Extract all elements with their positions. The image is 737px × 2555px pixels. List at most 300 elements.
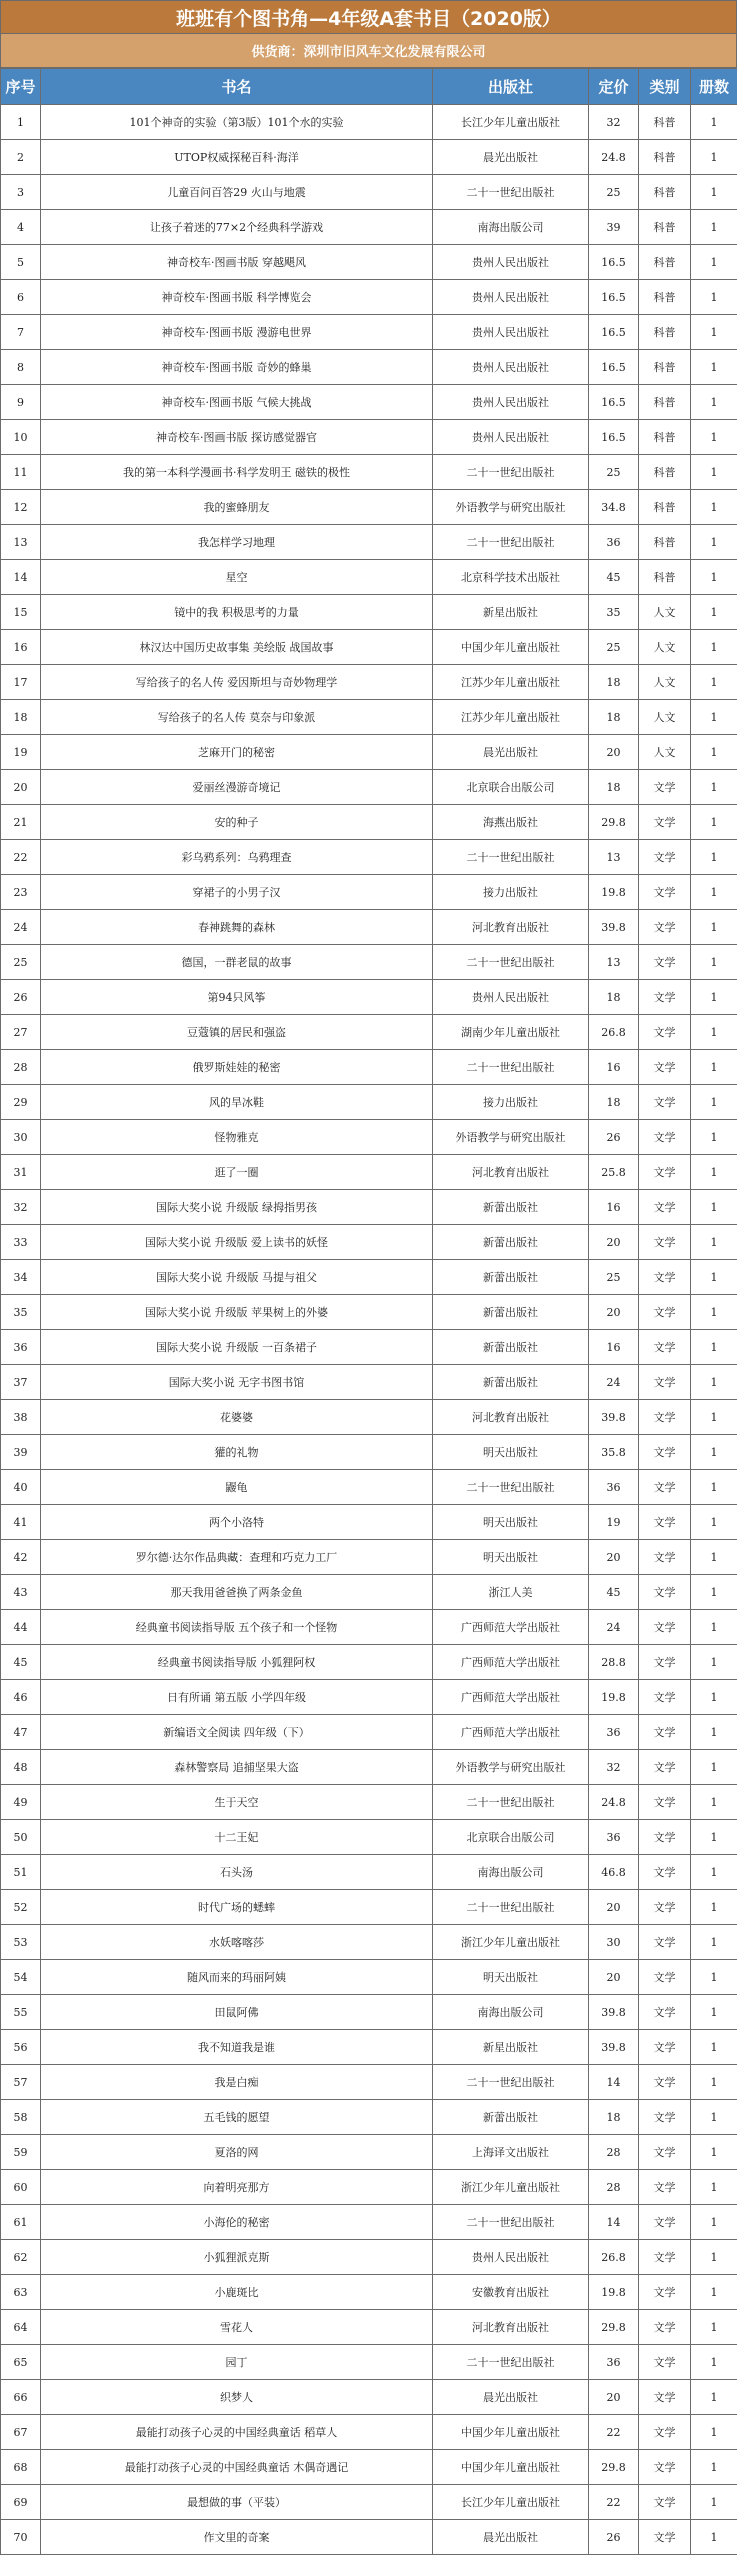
cell-price: 25.8	[589, 1155, 639, 1190]
cell-category: 科普	[639, 490, 691, 525]
cell-title: 豆蔻镇的居民和强盗	[41, 1015, 433, 1050]
cell-title: 我的第一本科学漫画书·科学发明王 磁铁的极性	[41, 455, 433, 490]
table-row	[1, 1540, 737, 1575]
cell-index: 64	[1, 2310, 41, 2345]
cell-price: 20	[589, 1225, 639, 1260]
cell-index: 2	[1, 140, 41, 175]
cell-quantity: 1	[691, 1925, 737, 1960]
cell-quantity: 1	[691, 1540, 737, 1575]
cell-category: 文学	[639, 1260, 691, 1295]
cell-publisher: 新星出版社	[433, 2030, 589, 2065]
cell-publisher: 安徽教育出版社	[433, 2275, 589, 2310]
cell-category: 文学	[639, 1505, 691, 1540]
table-row	[1, 2520, 737, 2555]
table-row	[1, 350, 737, 385]
table-row	[1, 2065, 737, 2100]
cell-quantity: 1	[691, 1400, 737, 1435]
cell-price: 18	[589, 770, 639, 805]
cell-publisher: 北京科学技术出版社	[433, 560, 589, 595]
cell-price: 45	[589, 560, 639, 595]
cell-index: 36	[1, 1330, 41, 1365]
header-row	[1, 69, 737, 105]
cell-quantity: 1	[691, 350, 737, 385]
cell-category: 文学	[639, 1225, 691, 1260]
cell-category: 文学	[639, 1330, 691, 1365]
cell-publisher: 新蕾出版社	[433, 1190, 589, 1225]
header-quantity: 册数	[691, 69, 737, 105]
cell-price: 16.5	[589, 420, 639, 455]
cell-price: 36	[589, 525, 639, 560]
table-row	[1, 630, 737, 665]
cell-price: 18	[589, 1085, 639, 1120]
cell-title: 鼹龟	[41, 1470, 433, 1505]
cell-price: 20	[589, 1960, 639, 1995]
cell-price: 35	[589, 595, 639, 630]
cell-price: 26	[589, 1120, 639, 1155]
table-row	[1, 385, 737, 420]
cell-index: 55	[1, 1995, 41, 2030]
cell-index: 47	[1, 1715, 41, 1750]
cell-price: 19.8	[589, 1680, 639, 1715]
cell-quantity: 1	[691, 2170, 737, 2205]
cell-price: 32	[589, 105, 639, 140]
cell-quantity: 1	[691, 1505, 737, 1540]
cell-title: 神奇校车·图画书版 科学博览会	[41, 280, 433, 315]
cell-price: 36	[589, 1470, 639, 1505]
cell-title: 爱丽丝漫游奇境记	[41, 770, 433, 805]
cell-category: 文学	[639, 2030, 691, 2065]
cell-index: 39	[1, 1435, 41, 1470]
cell-category: 文学	[639, 1295, 691, 1330]
table-row	[1, 2345, 737, 2380]
cell-title: 最能打动孩子心灵的中国经典童话 稻草人	[41, 2415, 433, 2450]
cell-publisher: 贵州人民出版社	[433, 350, 589, 385]
cell-price: 13	[589, 840, 639, 875]
table-row	[1, 1365, 737, 1400]
cell-title: 101个神奇的实验（第3版）101个水的实验	[41, 105, 433, 140]
cell-title: 十二王妃	[41, 1820, 433, 1855]
cell-title: 穿裙子的小男子汉	[41, 875, 433, 910]
cell-publisher: 南海出版公司	[433, 1995, 589, 2030]
cell-price: 29.8	[589, 2450, 639, 2485]
cell-quantity: 1	[691, 245, 737, 280]
cell-index: 46	[1, 1680, 41, 1715]
cell-quantity: 1	[691, 1575, 737, 1610]
cell-title: 国际大奖小说 升级版 绿拇指男孩	[41, 1190, 433, 1225]
cell-price: 25	[589, 630, 639, 665]
cell-quantity: 1	[691, 805, 737, 840]
cell-category: 文学	[639, 1610, 691, 1645]
cell-title: 风的旱冰鞋	[41, 1085, 433, 1120]
cell-quantity: 1	[691, 1785, 737, 1820]
cell-index: 19	[1, 735, 41, 770]
cell-publisher: 贵州人民出版社	[433, 2240, 589, 2275]
cell-quantity: 1	[691, 910, 737, 945]
table-row	[1, 1295, 737, 1330]
cell-price: 34.8	[589, 490, 639, 525]
cell-index: 52	[1, 1890, 41, 1925]
cell-publisher: 浙江少年儿童出版社	[433, 2170, 589, 2205]
cell-category: 文学	[639, 1575, 691, 1610]
cell-title: 森林警察局 追捕坚果大盗	[41, 1750, 433, 1785]
cell-quantity: 1	[691, 770, 737, 805]
header-title: 书名	[41, 69, 433, 105]
cell-index: 62	[1, 2240, 41, 2275]
cell-quantity: 1	[691, 1120, 737, 1155]
cell-category: 文学	[639, 2065, 691, 2100]
cell-index: 11	[1, 455, 41, 490]
cell-quantity: 1	[691, 595, 737, 630]
cell-title: 我的蜜蜂朋友	[41, 490, 433, 525]
cell-price: 39.8	[589, 910, 639, 945]
cell-publisher: 新蕾出版社	[433, 1330, 589, 1365]
cell-index: 37	[1, 1365, 41, 1400]
cell-publisher: 晨光出版社	[433, 2380, 589, 2415]
cell-category: 文学	[639, 2170, 691, 2205]
cell-quantity: 1	[691, 2275, 737, 2310]
supplier-line: 供货商：深圳市旧风车文化发展有限公司	[0, 34, 737, 68]
cell-index: 33	[1, 1225, 41, 1260]
cell-index: 17	[1, 665, 41, 700]
table-row	[1, 1960, 737, 1995]
cell-category: 文学	[639, 2520, 691, 2555]
cell-price: 25	[589, 455, 639, 490]
cell-publisher: 二十一世纪出版社	[433, 455, 589, 490]
cell-quantity: 1	[691, 1995, 737, 2030]
cell-category: 文学	[639, 840, 691, 875]
cell-price: 39	[589, 210, 639, 245]
table-row	[1, 2205, 737, 2240]
cell-category: 文学	[639, 1960, 691, 1995]
header-category: 类别	[639, 69, 691, 105]
table-row	[1, 1645, 737, 1680]
cell-title: 逛了一圈	[41, 1155, 433, 1190]
cell-quantity: 1	[691, 2450, 737, 2485]
cell-price: 39.8	[589, 2030, 639, 2065]
cell-category: 文学	[639, 2380, 691, 2415]
cell-category: 人文	[639, 700, 691, 735]
cell-quantity: 1	[691, 630, 737, 665]
cell-quantity: 1	[691, 665, 737, 700]
cell-publisher: 贵州人民出版社	[433, 980, 589, 1015]
cell-title: 德国，一群老鼠的故事	[41, 945, 433, 980]
cell-price: 26.8	[589, 2240, 639, 2275]
cell-quantity: 1	[691, 525, 737, 560]
cell-price: 14	[589, 2065, 639, 2100]
cell-category: 科普	[639, 140, 691, 175]
table-row	[1, 1015, 737, 1050]
cell-quantity: 1	[691, 2100, 737, 2135]
cell-quantity: 1	[691, 1470, 737, 1505]
cell-category: 人文	[639, 735, 691, 770]
cell-title: 经典童书阅读指导版 五个孩子和一个怪物	[41, 1610, 433, 1645]
cell-category: 科普	[639, 210, 691, 245]
cell-price: 13	[589, 945, 639, 980]
cell-price: 24.8	[589, 1785, 639, 1820]
cell-category: 文学	[639, 910, 691, 945]
cell-category: 科普	[639, 105, 691, 140]
cell-title: 两个小洛特	[41, 1505, 433, 1540]
cell-category: 文学	[639, 2275, 691, 2310]
cell-category: 科普	[639, 175, 691, 210]
cell-price: 26	[589, 2520, 639, 2555]
cell-title: 写给孩子的名人传 莫奈与印象派	[41, 700, 433, 735]
cell-price: 25	[589, 175, 639, 210]
cell-category: 科普	[639, 420, 691, 455]
cell-publisher: 贵州人民出版社	[433, 385, 589, 420]
cell-category: 文学	[639, 2345, 691, 2380]
cell-index: 42	[1, 1540, 41, 1575]
cell-title: 小鹿斑比	[41, 2275, 433, 2310]
cell-index: 35	[1, 1295, 41, 1330]
cell-quantity: 1	[691, 700, 737, 735]
table-row	[1, 665, 737, 700]
cell-index: 3	[1, 175, 41, 210]
cell-quantity: 1	[691, 2345, 737, 2380]
cell-quantity: 1	[691, 1085, 737, 1120]
cell-publisher: 浙江少年儿童出版社	[433, 1925, 589, 1960]
cell-publisher: 南海出版公司	[433, 210, 589, 245]
cell-title: UTOP权威探秘百科·海洋	[41, 140, 433, 175]
table-row	[1, 1610, 737, 1645]
cell-price: 20	[589, 2380, 639, 2415]
cell-publisher: 贵州人民出版社	[433, 420, 589, 455]
cell-title: 小狐狸派克斯	[41, 2240, 433, 2275]
cell-price: 45	[589, 1575, 639, 1610]
cell-category: 文学	[639, 2310, 691, 2345]
table-row	[1, 455, 737, 490]
cell-publisher: 明天出版社	[433, 1435, 589, 1470]
cell-quantity: 1	[691, 420, 737, 455]
cell-index: 58	[1, 2100, 41, 2135]
cell-quantity: 1	[691, 1645, 737, 1680]
table-row	[1, 595, 737, 630]
cell-category: 文学	[639, 1890, 691, 1925]
cell-price: 39.8	[589, 1400, 639, 1435]
cell-price: 39.8	[589, 1995, 639, 2030]
cell-price: 19.8	[589, 875, 639, 910]
cell-quantity: 1	[691, 1050, 737, 1085]
cell-title: 芝麻开门的秘密	[41, 735, 433, 770]
cell-publisher: 新蕾出版社	[433, 2100, 589, 2135]
cell-publisher: 长江少年儿童出版社	[433, 105, 589, 140]
cell-price: 14	[589, 2205, 639, 2240]
table-row	[1, 105, 737, 140]
cell-index: 10	[1, 420, 41, 455]
cell-quantity: 1	[691, 560, 737, 595]
cell-title: 五毛钱的愿望	[41, 2100, 433, 2135]
cell-price: 36	[589, 1715, 639, 1750]
book-rows	[1, 105, 737, 2555]
cell-category: 文学	[639, 2135, 691, 2170]
table-row	[1, 1400, 737, 1435]
cell-title: 国际大奖小说 无字书图书馆	[41, 1365, 433, 1400]
table-row	[1, 490, 737, 525]
cell-index: 12	[1, 490, 41, 525]
sheet-title: 班班有个图书角—4年级A套书目（2020版）	[0, 0, 737, 34]
table-row	[1, 2450, 737, 2485]
cell-title: 神奇校车·图画书版 气候大挑战	[41, 385, 433, 420]
book-table	[0, 68, 737, 2555]
cell-title: 国际大奖小说 升级版 苹果树上的外婆	[41, 1295, 433, 1330]
cell-publisher: 中国少年儿童出版社	[433, 2415, 589, 2450]
cell-category: 文学	[639, 1680, 691, 1715]
cell-quantity: 1	[691, 1295, 737, 1330]
cell-index: 15	[1, 595, 41, 630]
cell-title: 彩乌鸦系列：乌鸦理查	[41, 840, 433, 875]
table-row	[1, 1785, 737, 1820]
table-row	[1, 2135, 737, 2170]
cell-index: 44	[1, 1610, 41, 1645]
cell-index: 69	[1, 2485, 41, 2520]
cell-index: 31	[1, 1155, 41, 1190]
cell-category: 人文	[639, 630, 691, 665]
cell-title: 儿童百问百答29 火山与地震	[41, 175, 433, 210]
cell-index: 57	[1, 2065, 41, 2100]
table-row	[1, 1050, 737, 1085]
cell-publisher: 江苏少年儿童出版社	[433, 665, 589, 700]
table-row	[1, 840, 737, 875]
table-row	[1, 1820, 737, 1855]
cell-category: 文学	[639, 1715, 691, 1750]
cell-title: 夏洛的网	[41, 2135, 433, 2170]
cell-category: 文学	[639, 1995, 691, 2030]
cell-index: 63	[1, 2275, 41, 2310]
cell-price: 16.5	[589, 280, 639, 315]
table-row	[1, 1855, 737, 1890]
cell-publisher: 新蕾出版社	[433, 1365, 589, 1400]
cell-price: 18	[589, 2100, 639, 2135]
cell-publisher: 明天出版社	[433, 1540, 589, 1575]
table-row	[1, 525, 737, 560]
cell-category: 科普	[639, 280, 691, 315]
cell-category: 科普	[639, 525, 691, 560]
cell-category: 文学	[639, 1785, 691, 1820]
cell-category: 文学	[639, 1750, 691, 1785]
cell-quantity: 1	[691, 2030, 737, 2065]
table-row	[1, 1470, 737, 1505]
cell-quantity: 1	[691, 2240, 737, 2275]
cell-index: 14	[1, 560, 41, 595]
cell-price: 20	[589, 1540, 639, 1575]
table-row	[1, 1505, 737, 1540]
cell-publisher: 二十一世纪出版社	[433, 175, 589, 210]
cell-publisher: 明天出版社	[433, 1960, 589, 1995]
cell-publisher: 长江少年儿童出版社	[433, 2485, 589, 2520]
cell-index: 70	[1, 2520, 41, 2555]
cell-publisher: 接力出版社	[433, 875, 589, 910]
cell-price: 16.5	[589, 350, 639, 385]
cell-publisher: 海燕出版社	[433, 805, 589, 840]
cell-price: 19.8	[589, 2275, 639, 2310]
cell-category: 文学	[639, 875, 691, 910]
table-row	[1, 1750, 737, 1785]
cell-category: 科普	[639, 385, 691, 420]
table-row	[1, 875, 737, 910]
cell-quantity: 1	[691, 2520, 737, 2555]
cell-index: 22	[1, 840, 41, 875]
cell-publisher: 北京联合出版公司	[433, 1820, 589, 1855]
cell-publisher: 二十一世纪出版社	[433, 1470, 589, 1505]
cell-title: 林汉达中国历史故事集 美绘版 战国故事	[41, 630, 433, 665]
cell-title: 安的种子	[41, 805, 433, 840]
cell-title: 花婆婆	[41, 1400, 433, 1435]
cell-price: 22	[589, 2415, 639, 2450]
cell-category: 文学	[639, 2450, 691, 2485]
table-row	[1, 315, 737, 350]
table-row	[1, 1435, 737, 1470]
cell-index: 24	[1, 910, 41, 945]
cell-title: 新编语文全阅读 四年级（下）	[41, 1715, 433, 1750]
cell-publisher: 浙江人美	[433, 1575, 589, 1610]
cell-index: 26	[1, 980, 41, 1015]
cell-publisher: 二十一世纪出版社	[433, 2065, 589, 2100]
cell-index: 28	[1, 1050, 41, 1085]
table-row	[1, 2310, 737, 2345]
cell-title: 最能打动孩子心灵的中国经典童话 木偶奇遇记	[41, 2450, 433, 2485]
table-row	[1, 2415, 737, 2450]
cell-index: 6	[1, 280, 41, 315]
cell-price: 36	[589, 1820, 639, 1855]
cell-index: 9	[1, 385, 41, 420]
cell-publisher: 广西师范大学出版社	[433, 1645, 589, 1680]
cell-title: 神奇校车·图画书版 探访感觉器官	[41, 420, 433, 455]
table-row	[1, 1680, 737, 1715]
cell-index: 18	[1, 700, 41, 735]
cell-publisher: 广西师范大学出版社	[433, 1610, 589, 1645]
cell-quantity: 1	[691, 1820, 737, 1855]
cell-publisher: 南海出版公司	[433, 1855, 589, 1890]
cell-quantity: 1	[691, 735, 737, 770]
cell-publisher: 二十一世纪出版社	[433, 2205, 589, 2240]
cell-publisher: 二十一世纪出版社	[433, 1890, 589, 1925]
cell-title: 经典童书阅读指导版 小狐狸阿权	[41, 1645, 433, 1680]
cell-publisher: 河北教育出版社	[433, 1155, 589, 1190]
cell-index: 51	[1, 1855, 41, 1890]
cell-category: 文学	[639, 1155, 691, 1190]
cell-quantity: 1	[691, 1365, 737, 1400]
cell-quantity: 1	[691, 2485, 737, 2520]
cell-index: 60	[1, 2170, 41, 2205]
header-publisher: 出版社	[433, 69, 589, 105]
cell-price: 18	[589, 700, 639, 735]
table-row	[1, 910, 737, 945]
cell-category: 文学	[639, 2100, 691, 2135]
cell-category: 文学	[639, 2415, 691, 2450]
table-row	[1, 980, 737, 1015]
table-row	[1, 2030, 737, 2065]
cell-title: 那天我用爸爸换了两条金鱼	[41, 1575, 433, 1610]
cell-publisher: 湖南少年儿童出版社	[433, 1015, 589, 1050]
cell-publisher: 晨光出版社	[433, 735, 589, 770]
cell-publisher: 外语教学与研究出版社	[433, 1750, 589, 1785]
cell-quantity: 1	[691, 1330, 737, 1365]
cell-index: 20	[1, 770, 41, 805]
cell-publisher: 河北教育出版社	[433, 910, 589, 945]
cell-title: 最想做的事（平装）	[41, 2485, 433, 2520]
cell-publisher: 二十一世纪出版社	[433, 2345, 589, 2380]
cell-category: 文学	[639, 2240, 691, 2275]
cell-price: 46.8	[589, 1855, 639, 1890]
cell-quantity: 1	[691, 105, 737, 140]
cell-publisher: 贵州人民出版社	[433, 245, 589, 280]
cell-index: 1	[1, 105, 41, 140]
cell-quantity: 1	[691, 385, 737, 420]
cell-publisher: 上海译文出版社	[433, 2135, 589, 2170]
cell-publisher: 外语教学与研究出版社	[433, 490, 589, 525]
cell-quantity: 1	[691, 980, 737, 1015]
cell-title: 俄罗斯娃娃的秘密	[41, 1050, 433, 1085]
